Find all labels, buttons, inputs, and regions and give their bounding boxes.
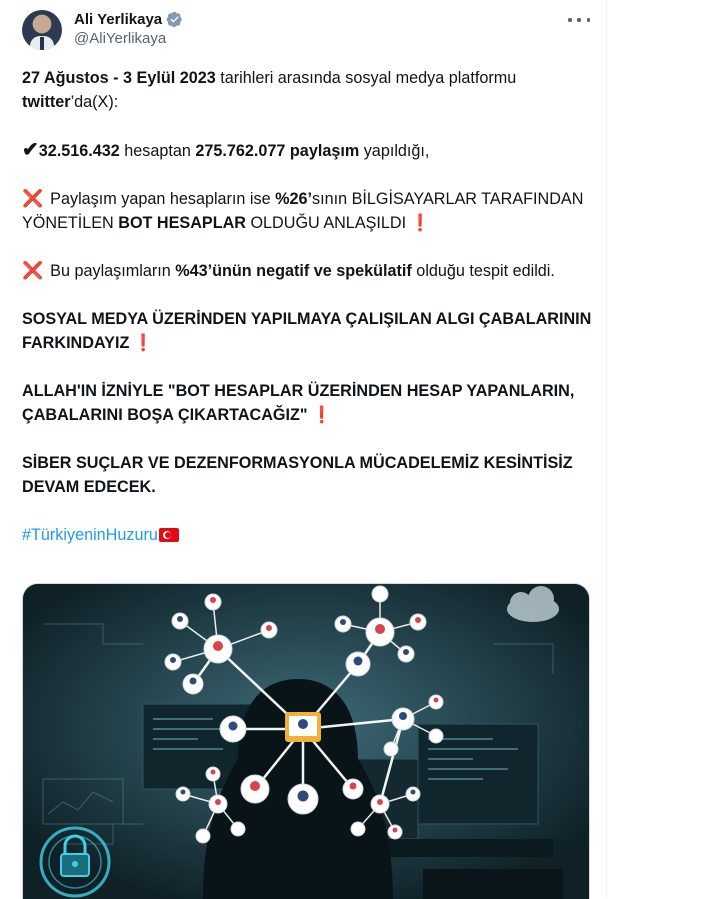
author-name[interactable]: Ali Yerlikaya	[74, 10, 163, 28]
avatar-tie	[40, 37, 44, 50]
turkey-flag-icon	[159, 528, 179, 542]
paragraph-cybercrime: SİBER SUÇLAR VE DEZENFORMASYONLA MÜCADELEMİZ KESİNTİSİZ DEVAM EDECEK.	[22, 454, 573, 496]
author-info	[74, 9, 183, 47]
paragraph-pledge: ALLAH'IN İZNİYLE "BOT HESAPLAR ÜZERİNDEN HESAP YAPANLARIN, ÇABALARINI BOŞA ÇIKARTACAĞIZ" ❗	[22, 382, 575, 424]
tweet-image[interactable]	[22, 583, 590, 899]
paragraph-intro: 27 Ağustos - 3 Eylül 2023 tarihleri arasında sosyal medya platformu twitter’da(X):	[22, 69, 517, 111]
cross-icon: ❌	[22, 261, 44, 280]
paragraph-stats: ✔32.516.432 hesaptan 275.762.077 paylaşım yapıldığı,	[22, 139, 430, 161]
tweet-text	[22, 66, 592, 571]
checkmark-icon: ✔	[22, 139, 39, 161]
account-count: 32.516.432	[38, 142, 120, 160]
network-illustration	[23, 584, 589, 899]
exclamation-icon: ❗	[311, 406, 332, 424]
author-handle[interactable]: @AliYerlikaya	[74, 30, 167, 47]
paragraph-negative: ❌ Bu paylaşımların %43’ünün negatif ve spekülatif olduğu tespit edildi.	[22, 261, 555, 280]
paragraph-hashtag	[22, 523, 592, 547]
exclamation-icon: ❗	[410, 214, 431, 232]
date-range: 27 Ağustos - 3 Eylül 2023	[22, 69, 216, 87]
more-options-icon[interactable]	[568, 12, 590, 28]
author-avatar[interactable]	[22, 10, 62, 50]
verified-badge-icon	[166, 11, 183, 28]
exclamation-icon: ❗	[133, 334, 154, 352]
cross-icon: ❌	[22, 189, 44, 208]
central-laptop-node	[285, 712, 321, 742]
post-count: 275.762.077 paylaşım	[195, 142, 360, 160]
paragraph-awareness: SOSYAL MEDYA ÜZERİNDEN YAPILMAYA ÇALIŞILAN ALGI ÇABALARININ FARKINDAYIZ ❗	[22, 310, 592, 352]
hashtag-link[interactable]: #TürkiyeninHuzuru	[22, 526, 158, 544]
paragraph-bot-accounts: ❌ Paylaşım yapan hesapların ise %26’sının BİLGİSAYARLAR TARAFINDAN YÖNETİLEN BOT HESAPLAR OLDUĞU ANLAŞILDI ❗	[22, 189, 584, 232]
